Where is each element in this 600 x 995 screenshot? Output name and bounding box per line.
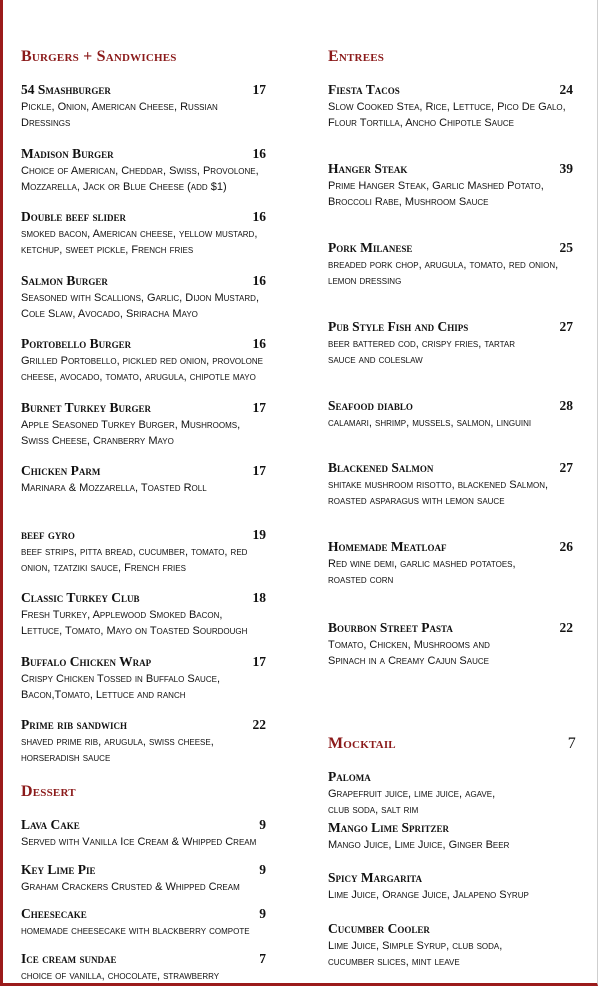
item-description: Choice of American, Cheddar, Swiss, Provolone, Mozzarella, Jack or Blue Cheese (add $1) [21, 163, 303, 195]
item-description: Tomato, Chicken, Mushrooms and Spinach in a Creamy Cajun Sauce [328, 637, 590, 669]
item-name: 54 Smashburger [21, 82, 111, 98]
item-name: beef gyro [21, 527, 75, 543]
item-name: Salmon Burger [21, 273, 108, 289]
item-description: beef strips, pitta bread, cucumber, tomato, red onion, tzatziki sauce, French fries [21, 544, 303, 576]
menu-item [328, 539, 590, 620]
menu-item [21, 273, 303, 337]
menu-item [328, 319, 590, 398]
menu-item [328, 82, 590, 161]
item-price: 9 [259, 906, 266, 922]
menu-item [21, 336, 303, 400]
item-description: beer battered cod, crispy fries, tartar sauce and coleslaw [328, 336, 590, 368]
item-name: Portobello Burger [21, 336, 131, 352]
item-name: Prime rib sandwich [21, 717, 127, 733]
menu-item [328, 161, 590, 240]
menu-item [21, 82, 303, 146]
item-description: Crispy Chicken Tossed in Buffalo Sauce, Bacon,Tomato, Lettuce and ranch [21, 671, 303, 703]
item-price: 17 [253, 82, 267, 98]
item-description: Slow Cooked Stea, Rice, Lettuce, Pico De Galo, Flour Tortilla, Ancho Chipotle Sauce [328, 99, 590, 131]
menu-item [328, 921, 590, 972]
item-description: breaded pork chop, arugula, tomato, red onion, lemon dressing [328, 257, 590, 289]
menu-item [21, 463, 303, 527]
item-price: 22 [560, 620, 574, 636]
item-description: Lime Juice, Simple Syrup, club soda, cucumber slices, mint leave [328, 938, 590, 970]
mocktail-list [328, 769, 590, 971]
right-column [328, 48, 590, 971]
item-name: Key Lime Pie [21, 862, 96, 878]
item-description: Seasoned with Scallions, Garlic, Dijon Mustard, Cole Slaw, Avocado, Sriracha Mayo [21, 290, 303, 322]
item-price: 25 [560, 240, 574, 256]
item-name: Seafood diablo [328, 398, 413, 414]
item-price: 28 [560, 398, 574, 414]
item-description: calamari, shrimp, mussels, salmon, linguini [328, 415, 590, 431]
item-description: Grilled Portobello, pickled red onion, provolone cheese, avocado, tomato, arugula, chipotle mayo [21, 353, 303, 385]
item-description: Prime Hanger Steak, Garlic Mashed Potato, Broccoli Rabe, Mushroom Sauce [328, 178, 590, 210]
item-description: shaved prime rib, arugula, swiss cheese, horseradish sauce [21, 734, 303, 766]
item-price: 17 [253, 400, 267, 416]
item-name: Bourbon Street Pasta [328, 620, 453, 636]
item-price: 7 [259, 951, 266, 967]
item-description: homemade cheesecake with blackberry compote [21, 923, 303, 939]
item-price: 22 [253, 717, 267, 733]
burgers-list [21, 82, 303, 777]
menu-item [21, 146, 303, 210]
menu-item [21, 717, 303, 777]
left-column [21, 48, 303, 995]
item-name: Blackened Salmon [328, 460, 433, 476]
item-description: Apple Seasoned Turkey Burger, Mushrooms, Swiss Cheese, Cranberry Mayo [21, 417, 303, 449]
item-price: 27 [560, 460, 574, 476]
menu-item [21, 527, 303, 591]
item-price: 26 [560, 539, 574, 555]
item-name: Spicy Margarita [328, 870, 422, 886]
section-title-burgers: Burgers + Sandwiches [21, 48, 303, 66]
menu-item [328, 870, 590, 921]
item-price: 16 [253, 336, 267, 352]
item-price: 17 [253, 463, 267, 479]
item-price: 39 [560, 161, 574, 177]
menu-item [328, 769, 590, 820]
item-name: Pub Style Fish and Chips [328, 319, 468, 335]
menu-item [21, 951, 303, 995]
item-name: Paloma [328, 769, 371, 785]
menu-item [21, 209, 303, 273]
item-price: 16 [253, 273, 267, 289]
item-name: Mango Lime Spritzer [328, 820, 449, 836]
item-description: smoked bacon, American cheese, yellow mustard, ketchup, sweet pickle, French fries [21, 226, 303, 258]
menu-item [328, 398, 590, 460]
item-description: Served with Vanilla Ice Cream & Whipped Cream [21, 834, 303, 850]
entrees-list [328, 82, 590, 699]
item-name: Lava Cake [21, 817, 80, 833]
item-name: Double beef slider [21, 209, 126, 225]
item-name: Cucumber Cooler [328, 921, 430, 937]
menu-item [21, 590, 303, 654]
item-price: 16 [253, 146, 267, 162]
item-name: Homemade Meatloaf [328, 539, 446, 555]
menu-item [328, 820, 590, 871]
menu-item [21, 817, 303, 862]
item-name: Pork Milanese [328, 240, 412, 256]
item-description: Graham Crackers Crusted & Whipped Cream [21, 879, 303, 895]
item-name: Fiesta Tacos [328, 82, 400, 98]
item-description: Lime Juice, Orange Juice, Jalapeno Syrup [328, 887, 590, 903]
item-name: Buffalo Chicken Wrap [21, 654, 151, 670]
item-name: Ice cream sundae [21, 951, 117, 967]
dessert-list [21, 817, 303, 995]
item-name: Madison Burger [21, 146, 114, 162]
section-title-entrees: Entrees [328, 48, 590, 66]
item-price: 19 [253, 527, 267, 543]
item-description: Pickle, Onion, American Cheese, Russian Dressings [21, 99, 303, 131]
item-description: shitake mushroom risotto, blackened Salmon, roasted asparagus with lemon sauce [328, 477, 590, 509]
section-title-dessert: Dessert [21, 783, 303, 801]
item-description: Fresh Turkey, Applewood Smoked Bacon, Lettuce, Tomato, Mayo on Toasted Sourdough [21, 607, 303, 639]
item-name: Burnet Turkey Burger [21, 400, 151, 416]
item-description: Mango Juice, Lime Juice, Ginger Beer [328, 837, 590, 853]
menu-item [328, 620, 590, 699]
mocktail-price: 7 [568, 735, 576, 753]
item-name: Hanger Steak [328, 161, 407, 177]
item-price: 9 [259, 817, 266, 833]
item-name: Cheesecake [21, 906, 87, 922]
menu-item [328, 240, 590, 319]
item-name: Classic Turkey Club [21, 590, 140, 606]
item-price: 27 [560, 319, 574, 335]
menu-item [328, 460, 590, 539]
item-price: 18 [253, 590, 267, 606]
item-description: choice of vanilla, chocolate, strawberry [21, 968, 303, 984]
menu-item [21, 400, 303, 464]
menu-item [21, 654, 303, 718]
section-title-mocktail: Mocktail 7 [328, 735, 590, 753]
menu-item [21, 906, 303, 951]
item-price: 16 [253, 209, 267, 225]
menu-item [21, 862, 303, 907]
item-price: 17 [253, 654, 267, 670]
item-description: Red wine demi, garlic mashed potatoes, roasted corn [328, 556, 590, 588]
item-name: Chicken Parm [21, 463, 100, 479]
item-price: 24 [560, 82, 574, 98]
item-description: Grapefruit juice, lime juice, agave, club soda, salt rim [328, 786, 590, 818]
item-price: 9 [259, 862, 266, 878]
item-description: Marinara & Mozzarella, Toasted Roll [21, 480, 303, 496]
